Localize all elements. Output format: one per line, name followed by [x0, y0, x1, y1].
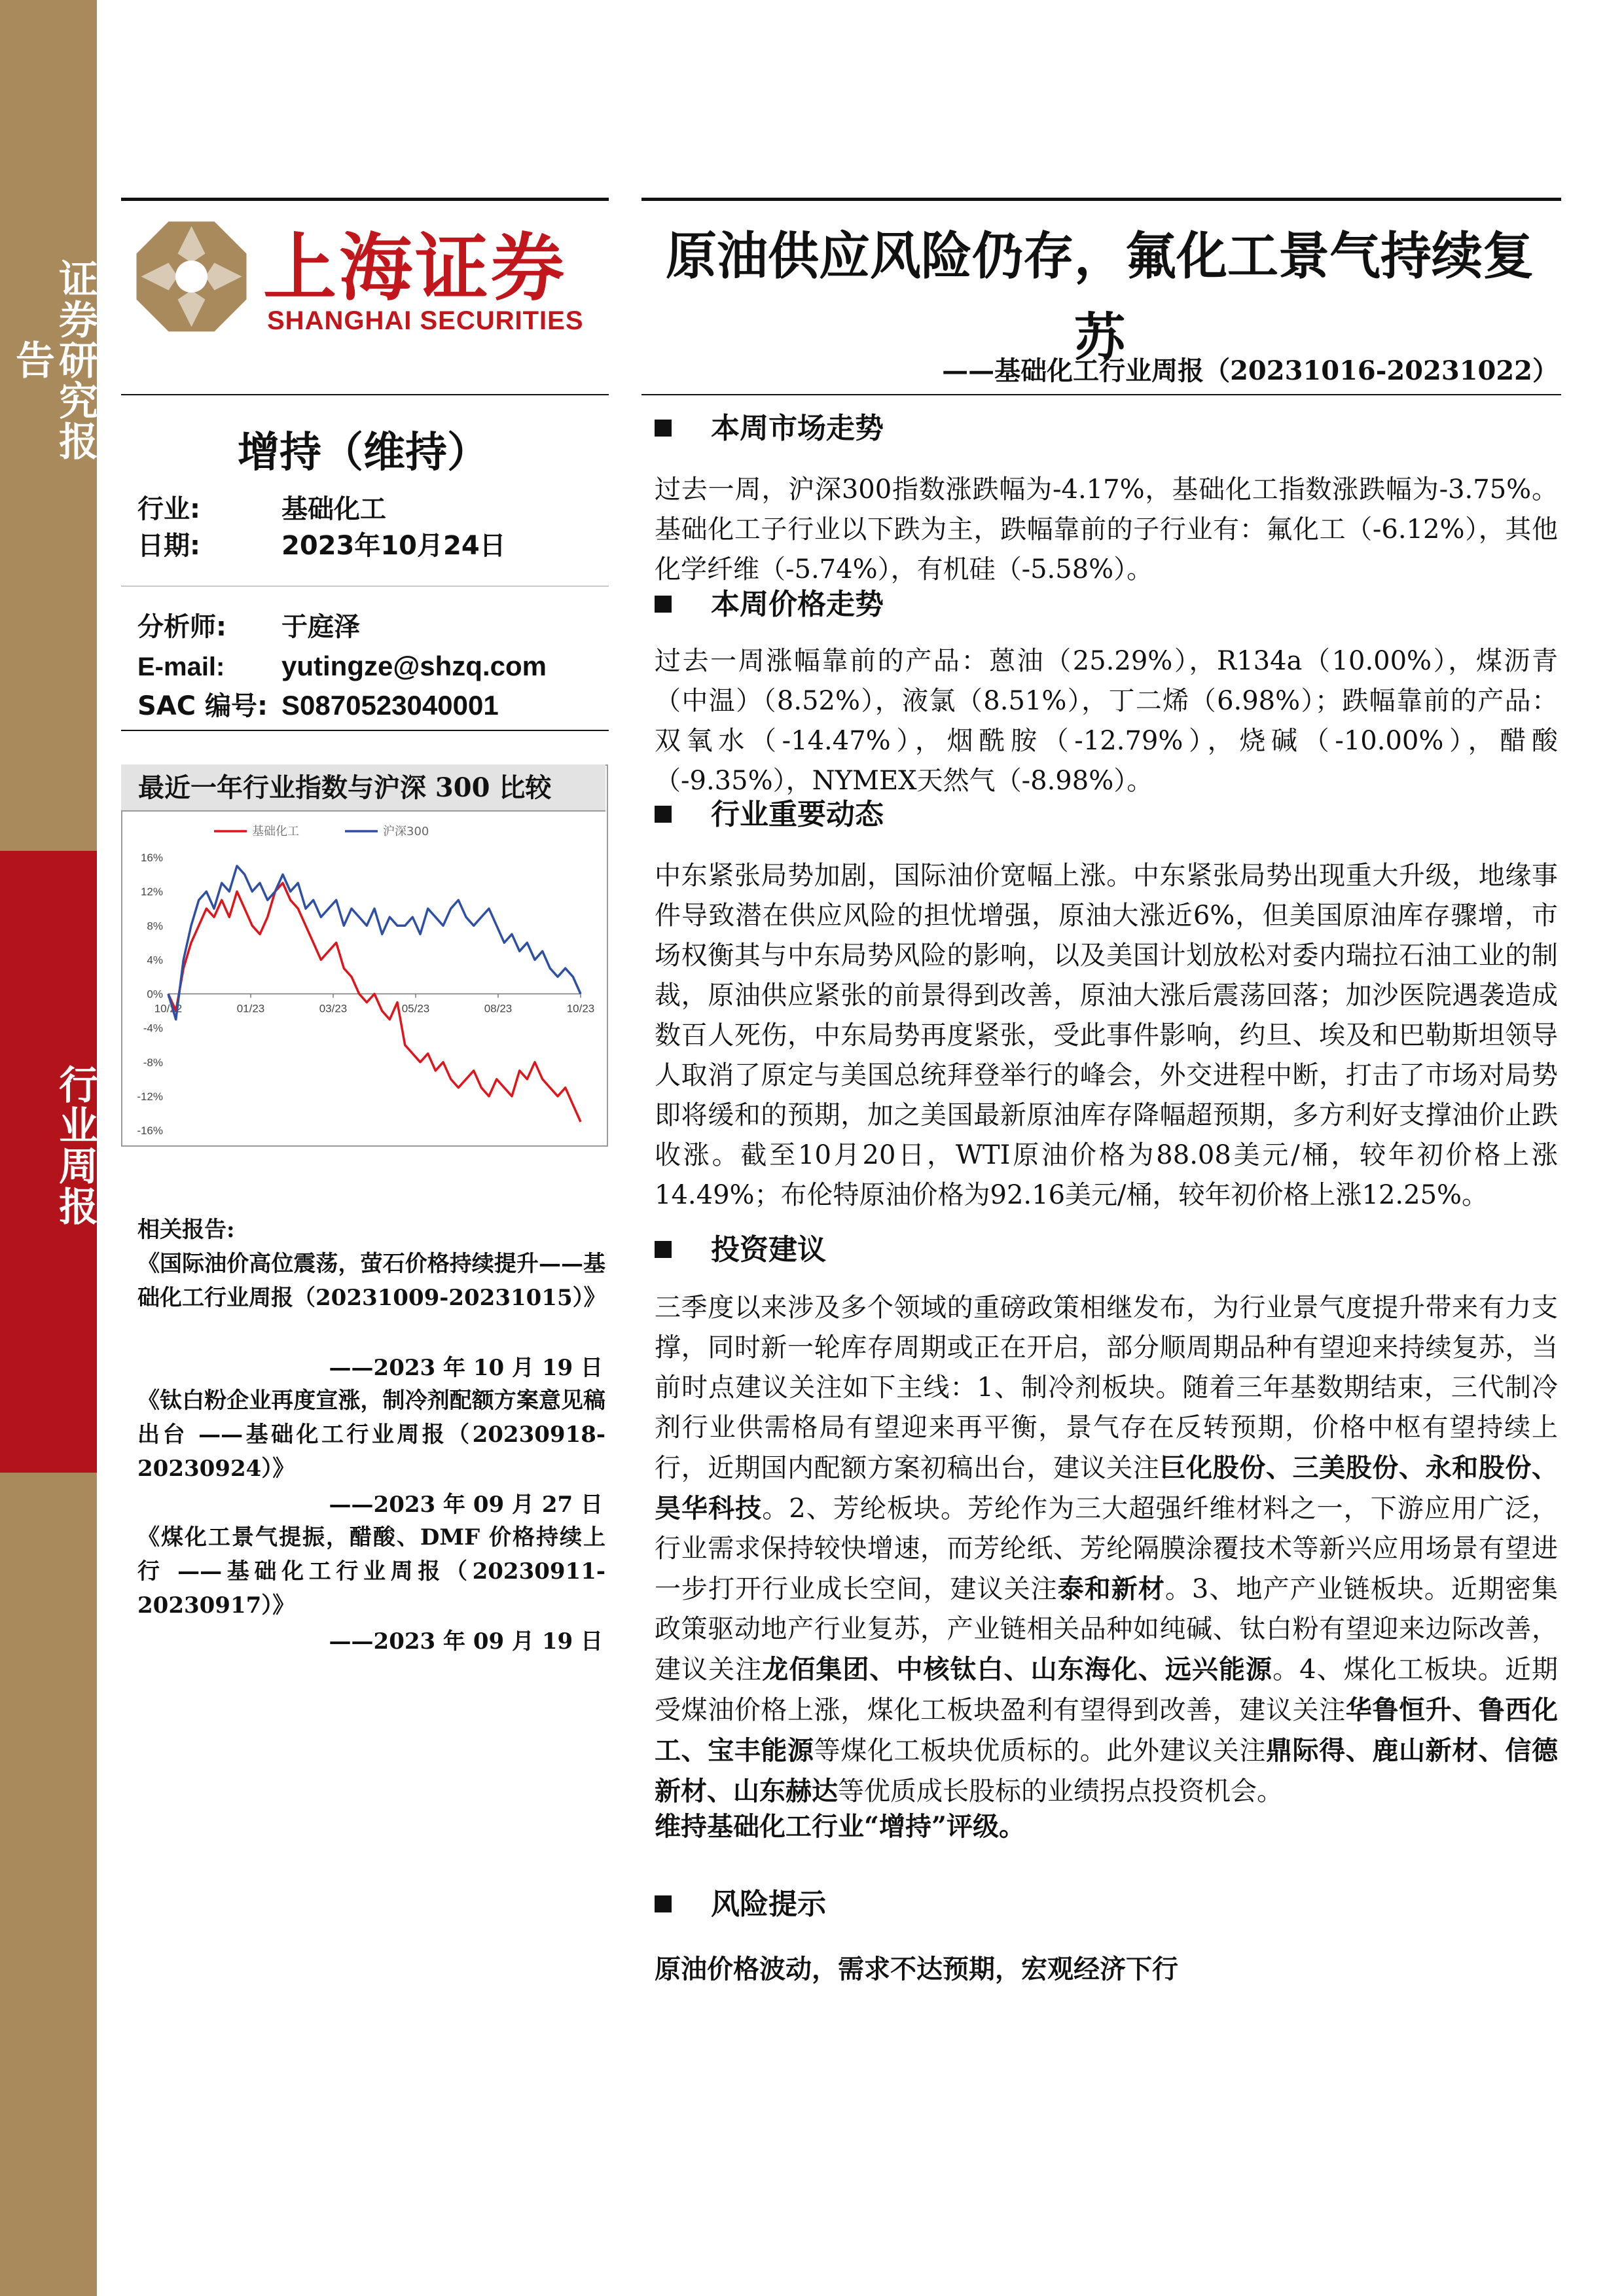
info-row-date	[137, 528, 506, 564]
section-text-market: 过去一周，沪深300指数涨跌幅为-4.17%，基础化工指数涨跌幅为-3.75%。基础化工子行业以下跌为主，跌幅靠前的子行业有：氟化工（-6.12%），其他化学纤维（-5.74%），有机硅（-5.58%）。	[655, 475, 1558, 584]
x-tick-label: 10/22	[154, 1002, 183, 1015]
title-rule-bottom	[641, 394, 1561, 395]
info-label: 行业:	[137, 494, 200, 524]
x-tick-label: 01/23	[236, 1002, 265, 1015]
section-text-price: 过去一周涨幅靠前的产品：蒽油（25.29%），R134a（10.00%），煤沥青（中温）（8.52%），液氯（8.51%），丁二烯（6.98%）；跌幅靠前的产品：双氧水（-14.47%），烟酰胺（-12.79%），烧碱（-10.00%），醋酸（-9.35%），NYMEX天然气（-8.98%）。	[655, 646, 1558, 796]
info-row-email	[137, 648, 547, 685]
side-label-weekly: 行业周报	[52, 1064, 98, 1227]
info-value: S0870523040001	[281, 690, 499, 721]
email-link[interactable]: yutingze@shzq.com	[281, 651, 547, 681]
header-rule-right	[641, 198, 1561, 201]
series-line-1	[168, 883, 581, 1122]
section-heading-price: 本周价格走势	[655, 585, 884, 624]
x-tick-label: 10/23	[566, 1002, 595, 1015]
legend-label: 基础化工	[252, 825, 299, 838]
bullet-square-icon	[655, 1895, 672, 1912]
related-report-link[interactable]: 《钛白粉企业再度宣涨，制冷剂配额方案意见稿出台 ——基础化工行业周报（20230918-20230924）》	[137, 1388, 605, 1482]
y-tick-label: -16%	[137, 1124, 163, 1137]
y-tick-label: 16%	[140, 852, 163, 864]
recommended-stocks: 龙佰集团、中核钛白、山东海化、远兴能源	[762, 1654, 1273, 1685]
recommended-stocks: 泰和新材	[1057, 1573, 1165, 1604]
recommended-stocks: 巨化股份、三美股份、永和股份、昊华科技	[655, 1452, 1559, 1524]
invest-text-segment: 三季度以来涉及多个领域的重磅政策相继发布，为行业景气度提升带来有力支撑，同时新一轮库存周期或正在开启，部分顺周期品种有望迎来持续复苏，当前时点建议关注如下主线：1、制冷剂板块。随着三年基数期结束，三代制冷剂行业供需格局有望迎来再平衡，景气存在反转预期，价格中枢有望持续上行，近期国内配额方案初稿出台，建议关注	[655, 1293, 1558, 1483]
info-row-analyst	[137, 609, 360, 645]
invest-text-segment: 等优质成长股标的业绩拐点投资机会。	[838, 1776, 1283, 1806]
section-heading-news: 行业重要动态	[655, 795, 884, 834]
info-value: 基础化工	[281, 494, 386, 524]
invest-text-segment: 。2、芳纶板块。芳纶作为三大超强纤维材料之一，下游应用广泛，行业需求保持较快增速，而芳纶纸、芳纶隔膜涂覆技术等新兴应用场景有望进一步打开行业成长空间，建议关注	[655, 1494, 1558, 1604]
x-tick-label: 08/23	[484, 1002, 513, 1015]
y-tick-label: 12%	[140, 886, 163, 899]
bullet-square-icon	[655, 420, 672, 437]
bullet-square-icon	[655, 596, 672, 613]
chart-plot	[122, 813, 604, 1143]
invest-text-segment: 。4、煤化工板块。近期受煤油价格上涨，煤化工板块盈利有望得到改善，建议关注	[655, 1655, 1558, 1725]
logo-wordmark-en: SHANGHAI SECURITIES	[267, 306, 584, 335]
legend-label: 沪深300	[383, 825, 429, 838]
section-text-invest	[655, 1288, 1558, 1812]
y-tick-label: -12%	[137, 1090, 163, 1103]
side-label-report-type: 证券研究报告	[9, 259, 98, 461]
bullet-square-icon	[655, 806, 672, 823]
invest-text-segment: 。3、地产产业链板块。近期密集政策驱动地产行业复苏，产业链相关品种如纯碱、钛白粉有望迎来边际改善，建议关注	[655, 1574, 1558, 1685]
chart-title: 最近一年行业指数与沪深 300 比较	[121, 764, 605, 812]
section-heading-risk: 风险提示	[655, 1885, 826, 1924]
section-heading-market: 本周市场走势	[655, 409, 884, 448]
related-report-date: ——2023 年 09 月 19 日	[329, 1628, 603, 1655]
related-report-link[interactable]: 《国际油价高位震荡，萤石价格持续提升——基础化工行业周报（20231009-20231015）》	[137, 1251, 606, 1311]
report-subtitle: ——基础化工行业周报（20231016-20231022）	[942, 355, 1559, 386]
rating: 增持（维持）	[238, 428, 489, 477]
y-tick-label: 4%	[147, 954, 163, 967]
y-tick-label: -8%	[143, 1056, 163, 1069]
recommended-stocks: 华鲁恒升、鲁西化工、宝丰能源	[655, 1695, 1559, 1766]
info-label: SAC 编号:	[137, 691, 268, 721]
section-heading-invest: 投资建议	[655, 1230, 826, 1270]
info-label: 分析师:	[137, 612, 226, 642]
info-rule-bottom	[121, 730, 609, 731]
invest-text-segment: 等煤化工板块优质标的。此外建议关注	[814, 1736, 1266, 1766]
shanghai-securities-logo-icon	[134, 219, 249, 334]
related-report-date: ——2023 年 10 月 19 日	[329, 1355, 603, 1381]
y-tick-label: -4%	[143, 1022, 163, 1035]
info-value: 2023年10月24日	[281, 531, 506, 561]
recommended-stocks: 鼎际得、鹿山新材、信德新材、山东赫达	[655, 1735, 1559, 1806]
bullet-square-icon	[655, 1241, 672, 1258]
info-row-industry	[137, 491, 386, 528]
y-tick-label: 0%	[147, 988, 163, 1001]
info-value: 于庭泽	[281, 612, 360, 642]
header-rule-left	[121, 198, 609, 201]
rating-statement: 维持基础化工行业“增持”评级。	[655, 1811, 1026, 1842]
section-text-risk: 原油价格波动，需求不达预期，宏观经济下行	[655, 1954, 1178, 1984]
related-report-link[interactable]: 《煤化工景气提振，醋酸、DMF 价格持续上行 ——基础化工行业周报（20230911-20230917）》	[137, 1524, 605, 1619]
x-tick-label: 05/23	[401, 1002, 430, 1015]
info-row-sac	[137, 687, 499, 724]
report-title: 原油供应风险仍存，氟化工景气持续复苏	[665, 226, 1534, 367]
rating-rule-top	[121, 394, 609, 395]
related-reports-heading: 相关报告:	[137, 1217, 235, 1243]
logo-wordmark-cn: 上海证券	[263, 226, 567, 311]
info-label: 日期:	[137, 531, 200, 561]
info-label: E-mail:	[137, 653, 225, 681]
related-report-date: ——2023 年 09 月 27 日	[329, 1492, 603, 1518]
y-tick-label: 8%	[147, 920, 163, 933]
x-tick-label: 03/23	[319, 1002, 348, 1015]
section-text-news: 中东紧张局势加剧，国际油价宽幅上涨。中东紧张局势出现重大升级，地缘事件导致潜在供应风险的担忧增强，原油大涨近6%，但美国原油库存骤增，市场权衡其与中东局势风险的影响，以及美国计划放松对委内瑞拉石油工业的制裁，原油供应紧张的前景得到改善，原油大涨后震荡回落；加沙医院遇袭造成数百人死伤，中东局势再度紧张，受此事件影响，约旦、埃及和巴勒斯坦领导人取消了原定与美国总统拜登举行的峰会，外交进程中断，打击了市场对局势即将缓和的预期，加之美国最新原油库存降幅超预期，多方利好支撑油价止跌收涨。截至10月20日，WTI原油价格为88.08美元/桶，较年初价格上涨14.49%；布伦特原油价格为92.16美元/桶，较年初价格上涨12.25%。	[655, 861, 1558, 1210]
